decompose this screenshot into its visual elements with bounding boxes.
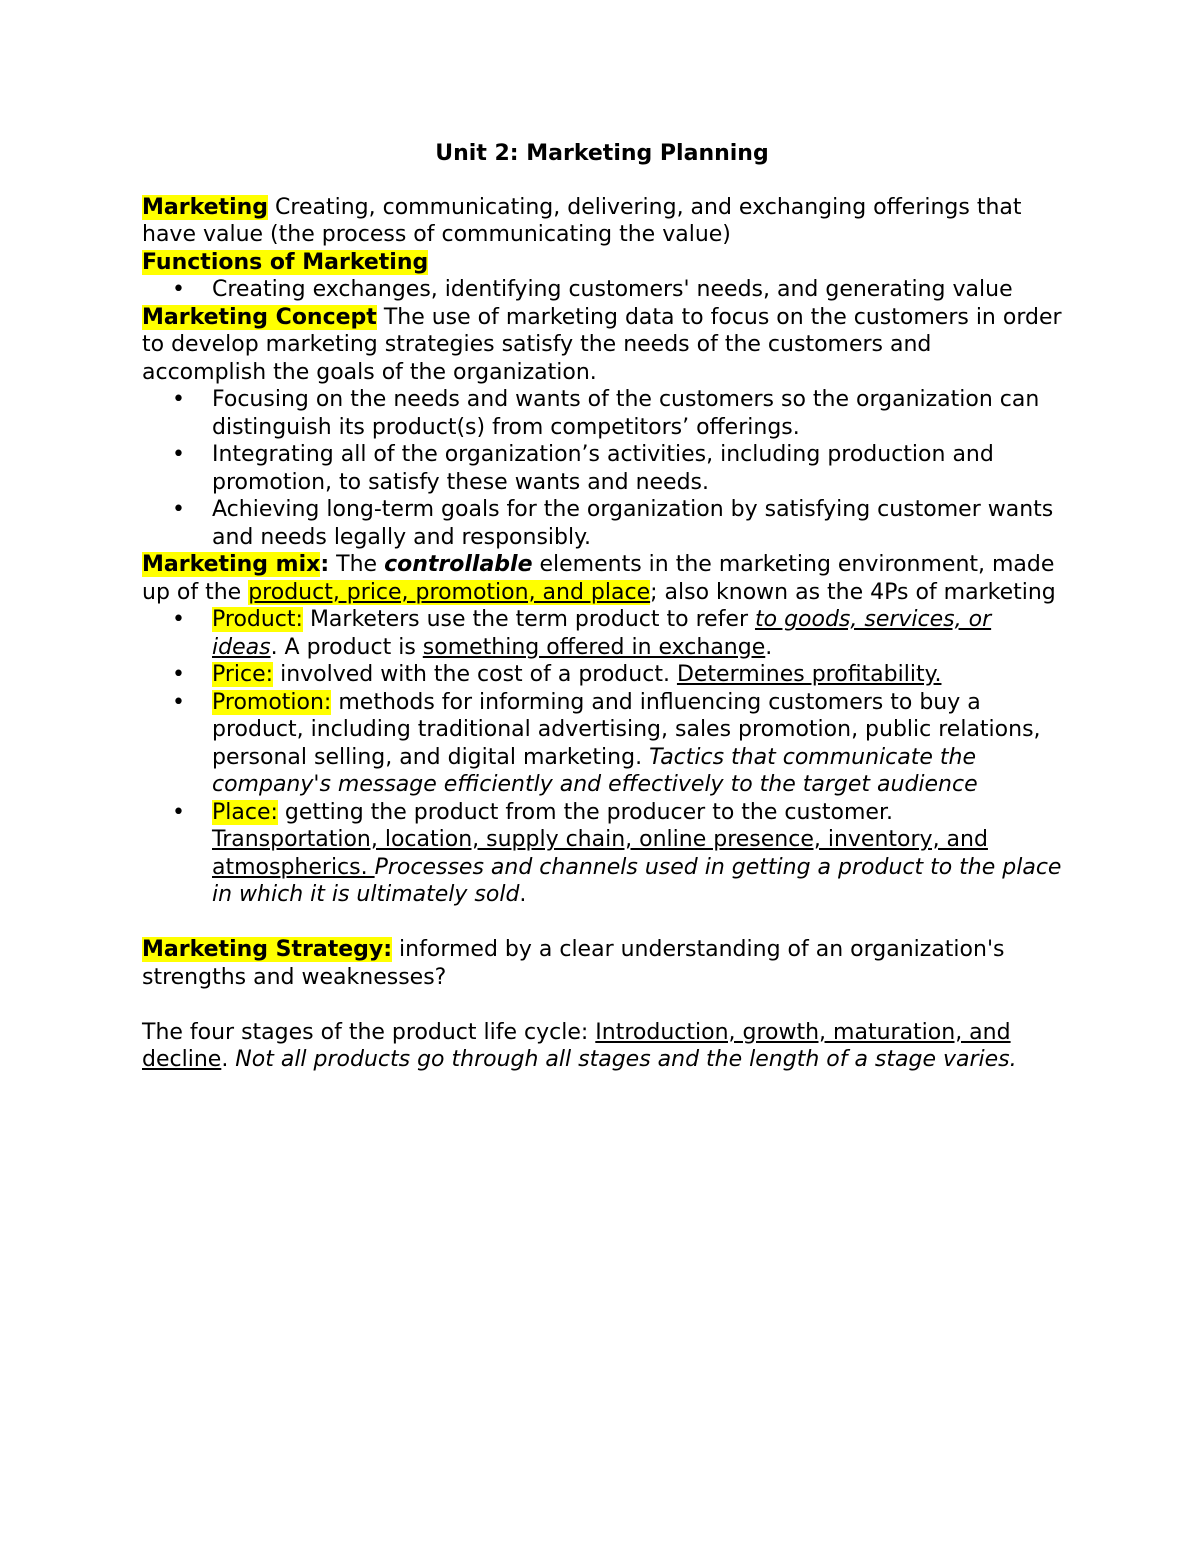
list-item-place: • Place: getting the product from the producer to the customer. Transportation, location, supply chain, online presence, inventory, and atmospherics. Processes and channels used in getting a product to the place in which it is ultimately sold. xyxy=(172,799,1062,907)
concept-term: Marketing Concept xyxy=(142,304,377,330)
functions-heading: Functions of Marketing xyxy=(142,249,429,275)
list-item: • Focusing on the needs and wants of the customers so the organization can distinguish its product(s) from competitors’ offerings. xyxy=(172,387,1040,440)
strategy-definition: Marketing Strategy: informed by a clear understanding of an organization's strengths and weaknesses? xyxy=(142,937,1005,990)
bullet-icon: • xyxy=(172,689,185,715)
list-item: • Achieving long-term goals for the organization by satisfying customer wants and needs legally and responsibly. xyxy=(172,497,1054,550)
concept-definition xyxy=(142,304,1062,387)
marketing-definition-text: Creating, communicating, delivering, and exchanging offerings that have value (the process of communicating the value) xyxy=(142,194,1022,247)
bullet-icon: • xyxy=(172,497,185,522)
list-item-price: • Price: involved with the cost of a product. Determines profitability. xyxy=(172,662,942,687)
bullet-icon: • xyxy=(172,277,185,302)
spacer xyxy=(142,909,1062,937)
bullet-icon: • xyxy=(172,799,185,825)
page-title: Unit 2: Marketing Planning xyxy=(435,141,769,166)
bullet-icon: • xyxy=(172,387,185,412)
bullet-icon: • xyxy=(172,662,185,687)
bullet-icon: • xyxy=(172,442,185,467)
document-page xyxy=(142,140,1062,1074)
strategy-term: Marketing Strategy: xyxy=(142,937,393,962)
mix-definition: Marketing mix: The controllable elements in the marketing environment, made up of the product, price, promotion, and place; also known as the 4Ps of marketing xyxy=(142,552,1056,605)
concept-definition-text: The use of marketing data to focus on the customers in order to develop marketing strategies satisfy the needs of the customers and accomplish the goals of the organization. xyxy=(142,304,1062,385)
list-item: • Creating exchanges, identifying customers' needs, and generating value xyxy=(172,277,1013,302)
concept-list xyxy=(142,386,1062,551)
list-item: • Integrating all of the organization’s activities, including production and promotion, to satisfy these wants and needs. xyxy=(172,442,994,495)
mix-list xyxy=(142,606,1062,909)
mix-term: Marketing mix xyxy=(142,552,321,577)
marketing-term: Marketing xyxy=(142,194,269,220)
four-ps-highlight: product, price, promotion, and place xyxy=(248,579,651,605)
functions-heading-line xyxy=(142,249,1062,277)
lifecycle-paragraph: The four stages of the product life cycle: Introduction, growth, maturation, and decline. Not all products go through all stages and the length of a stage varies. xyxy=(142,1019,1017,1072)
bullet-icon: • xyxy=(172,607,185,632)
marketing-definition xyxy=(142,194,1062,249)
list-item-product: • Product: Marketers use the term product to refer to goods, services, or ideas. A product is something offered in exchange. xyxy=(172,607,992,660)
controllable-emphasis: controllable xyxy=(384,552,533,577)
functions-list xyxy=(142,276,1062,304)
list-item-promotion: • Promotion: methods for informing and influencing customers to buy a product, including traditional advertising, sales promotion, public relations, personal selling, and digital marketing. Tactics that communicate the company's message efficiently and effectively to the target audience xyxy=(172,689,1041,797)
spacer xyxy=(142,991,1062,1019)
